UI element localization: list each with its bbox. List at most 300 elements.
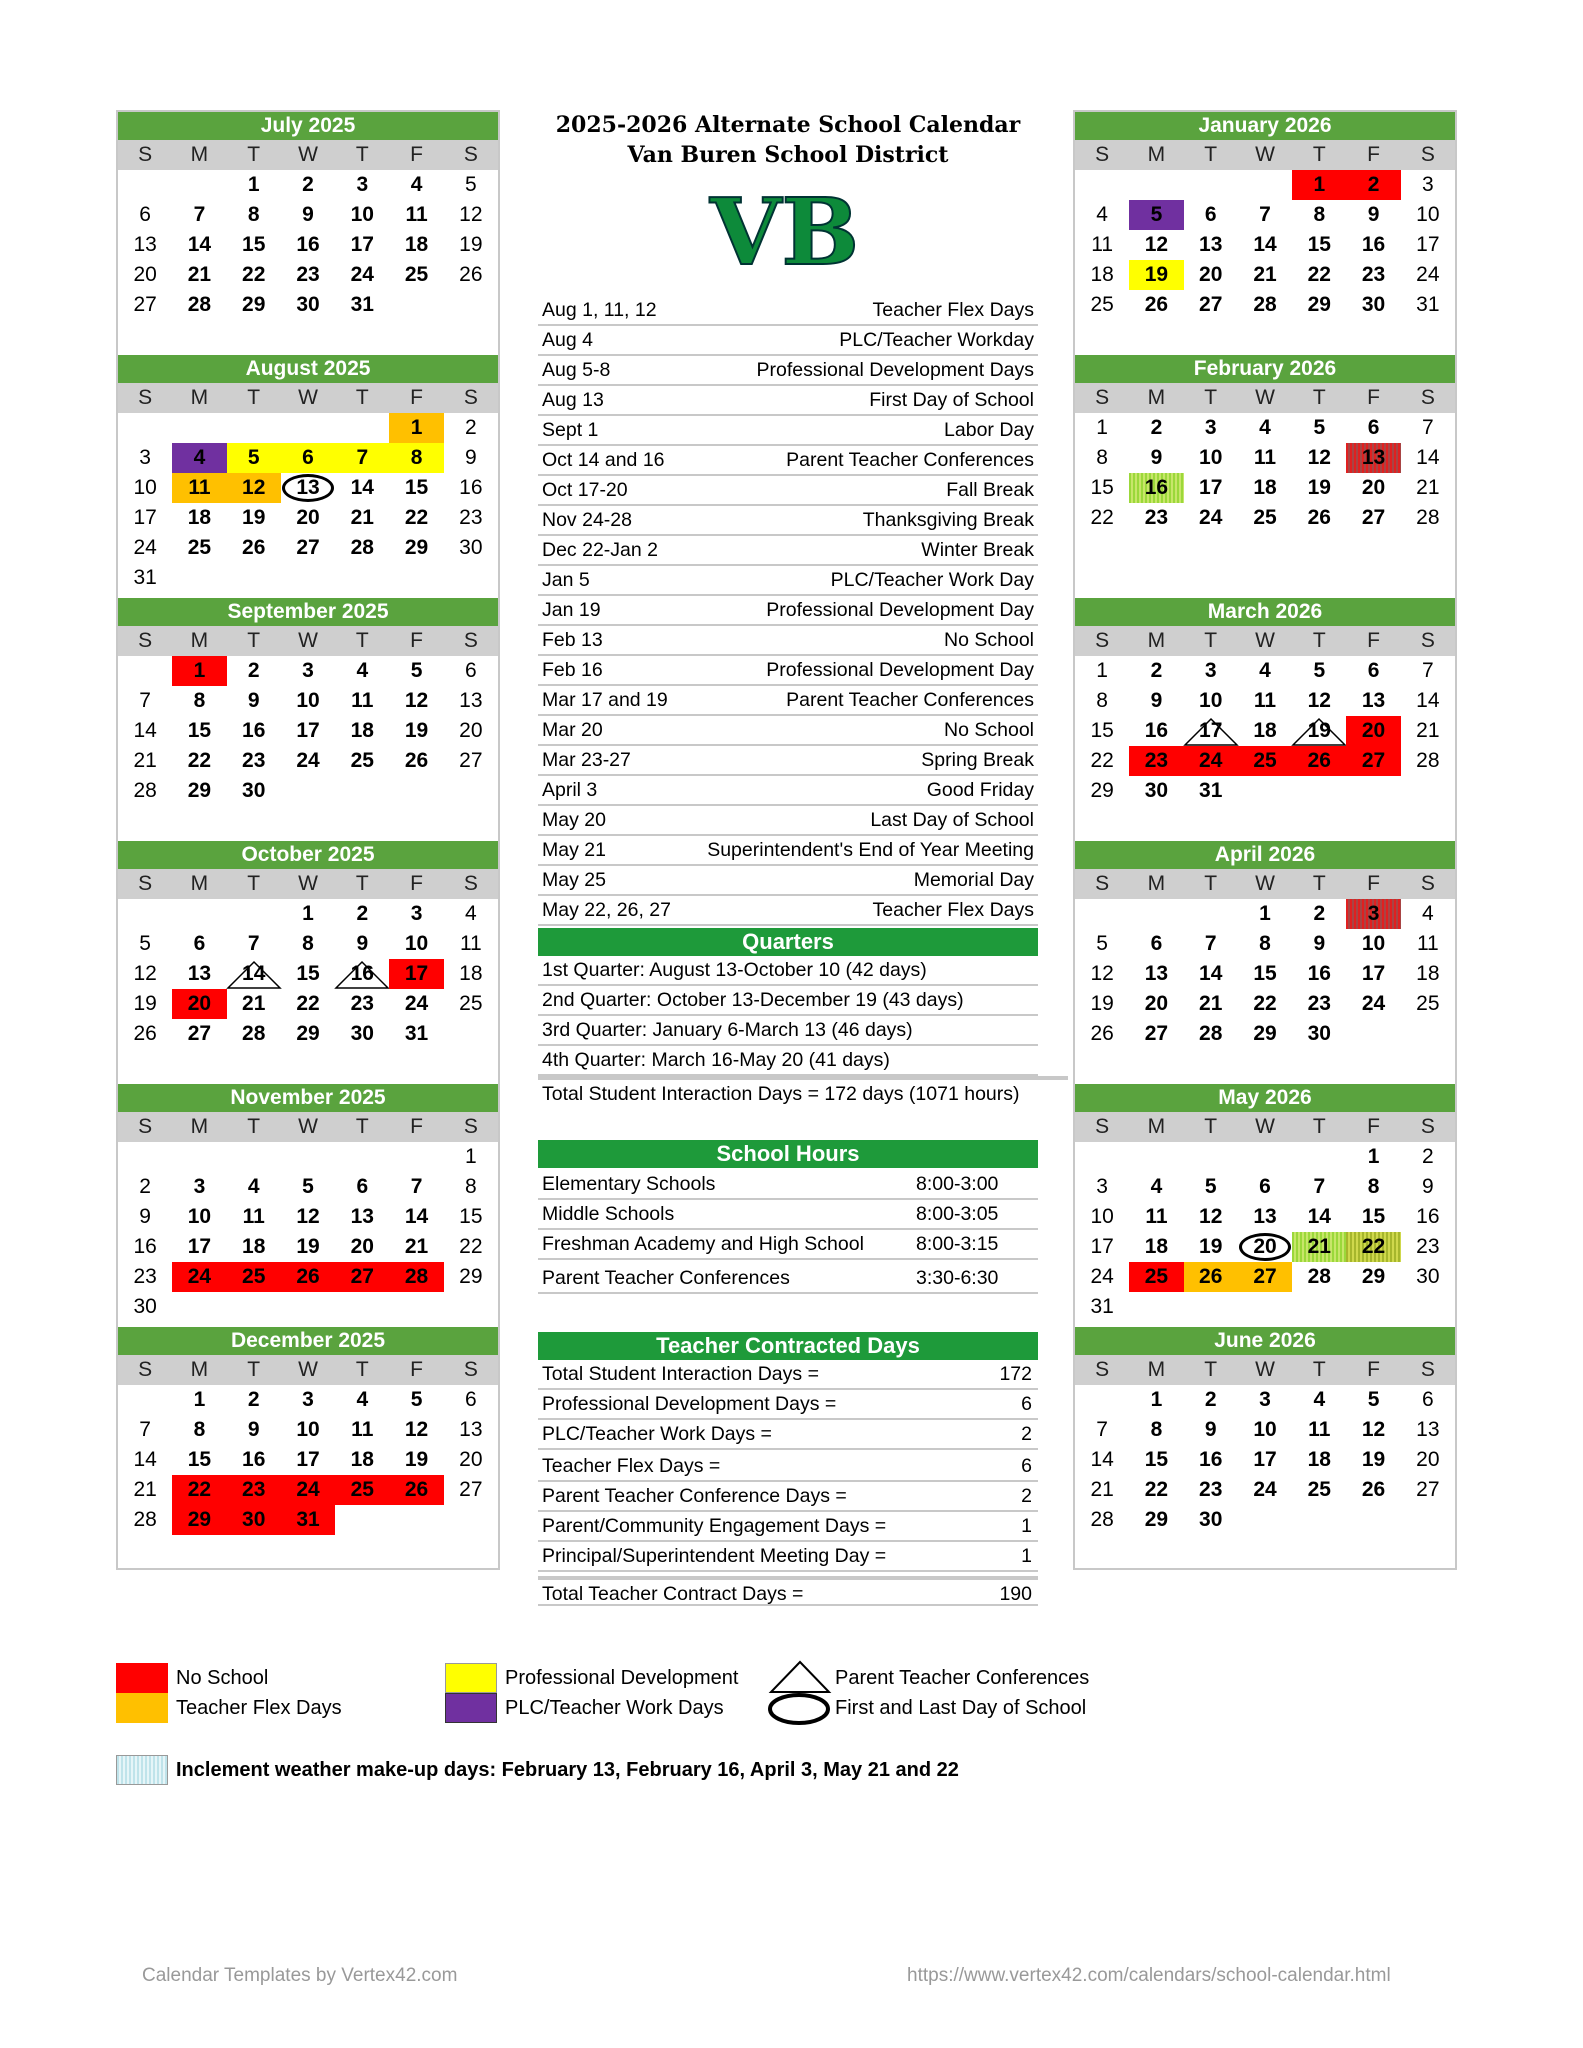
day-cell (227, 929, 281, 959)
day-number: 25 (1090, 293, 1114, 316)
day-cell (1075, 776, 1129, 806)
day-number: 30 (1416, 1265, 1440, 1288)
day-cell (118, 503, 172, 533)
day-cell (1346, 746, 1400, 776)
day-number: 10 (1416, 203, 1440, 226)
day-cell (1184, 290, 1238, 320)
day-number: 30 (133, 1295, 157, 1318)
day-cell (1346, 503, 1400, 533)
day-number: 3 (356, 173, 369, 196)
day-number: 25 (242, 1265, 266, 1288)
weekday-label: T (355, 872, 369, 895)
day-number: 4 (1259, 416, 1271, 439)
day-cell (1129, 989, 1183, 1019)
empty-cell (172, 1142, 226, 1172)
day-cell (389, 1232, 443, 1262)
day-number: 26 (296, 1265, 320, 1288)
day-cell (1075, 230, 1129, 260)
day-cell (281, 1202, 335, 1232)
day-number: 5 (1367, 1388, 1380, 1411)
day-number: 18 (350, 1448, 374, 1471)
weekday-label: W (298, 1115, 318, 1138)
day-number: 15 (1361, 1205, 1386, 1228)
day-number: 6 (139, 203, 151, 226)
day-number: 23 (242, 1478, 266, 1501)
weekday-label: T (355, 629, 369, 652)
day-number: 7 (1422, 416, 1434, 439)
day-cell (118, 1019, 172, 1049)
day-cell (1292, 1475, 1346, 1505)
legend-swatch-inclement (116, 1755, 168, 1785)
contracted-row (538, 1360, 1038, 1390)
day-cell (1238, 1202, 1292, 1232)
day-number: 4 (465, 902, 477, 925)
day-cell (444, 686, 498, 716)
day-number: 6 (1367, 659, 1380, 682)
day-number: 10 (350, 203, 374, 226)
day-cell (1238, 503, 1292, 533)
empty-cell (281, 1142, 335, 1172)
weekday-header (1075, 626, 1455, 656)
day-cell (1184, 746, 1238, 776)
day-cell (1401, 656, 1455, 686)
day-cell (227, 1232, 281, 1262)
day-number: 3 (1422, 173, 1434, 196)
day-number: 29 (187, 1508, 212, 1531)
day-cell (1346, 473, 1400, 503)
day-cell (389, 1019, 443, 1049)
day-cell (444, 260, 498, 290)
day-number: 17 (296, 719, 320, 742)
day-number: 9 (302, 203, 314, 226)
day-number: 12 (1090, 962, 1114, 985)
day-cell (335, 1415, 389, 1445)
day-number: 9 (1150, 446, 1163, 469)
day-number: 25 (1416, 992, 1440, 1015)
day-cell (1346, 413, 1400, 443)
day-cell (1238, 290, 1292, 320)
day-cell (118, 443, 172, 473)
day-cell (389, 959, 443, 989)
event-row (538, 596, 1038, 626)
quarter-row: 2nd Quarter: October 13-December 19 (43 days) (538, 986, 1038, 1016)
day-cell (281, 1232, 335, 1262)
day-cell (281, 533, 335, 563)
day-cell (444, 1385, 498, 1415)
month-march-2026 (1075, 598, 1455, 841)
event-row (538, 416, 1038, 446)
day-grid (1075, 656, 1455, 806)
day-cell (227, 230, 281, 260)
day-cell (281, 959, 335, 989)
day-number: 3 (410, 902, 423, 925)
day-cell (118, 989, 172, 1019)
day-number: 12 (1199, 1205, 1223, 1228)
weekday-label: W (1255, 386, 1275, 409)
day-cell (1184, 1232, 1238, 1262)
weekday-label: M (1147, 143, 1166, 166)
day-cell (389, 473, 443, 503)
day-cell (335, 1172, 389, 1202)
day-number: 20 (459, 1448, 483, 1471)
day-number: 12 (1144, 233, 1169, 256)
day-cell (1184, 1262, 1238, 1292)
legend-first-last: First and Last Day of School (835, 1697, 1087, 1719)
weekday-header (1075, 383, 1455, 413)
day-cell (1401, 929, 1455, 959)
day-number: 12 (459, 203, 483, 226)
month-title: July 2025 (118, 112, 498, 140)
weekday-label: W (298, 143, 318, 166)
day-number: 27 (459, 749, 483, 772)
day-cell (444, 170, 498, 200)
day-number: 22 (1253, 992, 1277, 1015)
school-hours-row (538, 1264, 1038, 1294)
day-cell (389, 533, 443, 563)
day-number: 23 (296, 263, 320, 286)
day-cell (1238, 1019, 1292, 1049)
weekday-label: S (463, 872, 478, 895)
day-number: 4 (356, 659, 369, 682)
day-cell (1292, 1232, 1346, 1262)
day-cell (227, 443, 281, 473)
day-number: 19 (404, 1448, 429, 1471)
footer-left: Calendar Templates by Vertex42.com (142, 1965, 458, 1986)
day-number: 23 (350, 992, 374, 1015)
day-cell (444, 443, 498, 473)
day-cell (118, 1415, 172, 1445)
day-cell (1129, 503, 1183, 533)
day-number: 25 (459, 992, 483, 1015)
day-number: 28 (133, 779, 157, 802)
event-description: Parent Teacher Conferences (786, 448, 1034, 471)
empty-cell (227, 413, 281, 443)
day-number: 12 (404, 1418, 429, 1441)
total-contract-days (538, 1576, 1038, 1606)
month-june-2026 (1075, 1327, 1455, 1570)
day-number: 26 (459, 263, 483, 286)
day-number: 15 (187, 1448, 212, 1471)
day-number: 5 (1313, 416, 1326, 439)
day-number: 20 (187, 992, 212, 1015)
day-cell (1346, 1385, 1400, 1415)
day-cell (444, 1172, 498, 1202)
right-calendar-column (1073, 110, 1457, 1570)
weekday-header (1075, 1112, 1455, 1142)
day-number: 7 (1096, 1418, 1108, 1441)
day-cell (118, 716, 172, 746)
day-cell (172, 1232, 226, 1262)
legend-inclement: Inclement weather make-up days: February 13, February 16, April 3, May 21 and 22 (176, 1759, 959, 1781)
day-number: 28 (1199, 1022, 1223, 1045)
day-number: 23 (1144, 506, 1169, 529)
day-cell (1292, 989, 1346, 1019)
day-number: 19 (133, 992, 157, 1015)
day-cell (1184, 413, 1238, 443)
day-number: 7 (247, 932, 260, 955)
day-cell (1184, 503, 1238, 533)
day-number: 26 (242, 536, 266, 559)
day-cell (1129, 1505, 1183, 1535)
day-cell (1401, 1172, 1455, 1202)
weekday-label: F (1367, 143, 1380, 166)
weekday-label: F (410, 1115, 423, 1138)
day-cell (1401, 1415, 1455, 1445)
event-description: Thanksgiving Break (862, 508, 1034, 531)
day-number: 20 (1253, 1235, 1277, 1258)
weekday-label: S (138, 1115, 153, 1138)
day-number: 27 (1199, 293, 1223, 316)
day-number: 28 (133, 1508, 157, 1531)
day-cell (1129, 1445, 1183, 1475)
day-cell (1075, 413, 1129, 443)
day-number: 29 (1307, 293, 1331, 316)
day-cell (227, 473, 281, 503)
day-number: 1 (410, 416, 423, 439)
day-number: 27 (296, 536, 320, 559)
day-number: 18 (404, 233, 429, 256)
contracted-value: 6 (1021, 1455, 1032, 1477)
day-number: 14 (350, 476, 374, 499)
day-cell (1075, 1172, 1129, 1202)
event-date: May 25 (542, 868, 606, 891)
day-cell (172, 656, 226, 686)
day-number: 18 (1090, 263, 1114, 286)
day-cell (1292, 686, 1346, 716)
day-number: 28 (1307, 1265, 1331, 1288)
day-cell (389, 656, 443, 686)
weekday-label: F (1367, 1115, 1380, 1138)
day-cell (172, 686, 226, 716)
day-number: 29 (187, 779, 212, 802)
day-cell (1184, 686, 1238, 716)
day-number: 14 (1199, 962, 1223, 985)
day-cell (1075, 1019, 1129, 1049)
day-cell (1292, 959, 1346, 989)
day-number: 20 (459, 719, 483, 742)
day-cell (1346, 1142, 1400, 1172)
day-number: 25 (1253, 749, 1277, 772)
weekday-label: F (1367, 872, 1380, 895)
weekday-label: M (1147, 1115, 1166, 1138)
day-number: 18 (1416, 962, 1440, 985)
event-date: Sept 1 (542, 418, 599, 441)
day-cell (389, 1385, 443, 1415)
event-description: No School (944, 628, 1034, 651)
day-cell (1075, 1262, 1129, 1292)
day-cell (444, 1142, 498, 1172)
day-cell (389, 413, 443, 443)
day-cell (1075, 686, 1129, 716)
day-number: 12 (404, 689, 429, 712)
day-cell (1346, 230, 1400, 260)
day-number: 9 (1150, 689, 1163, 712)
day-number: 30 (242, 779, 266, 802)
day-cell (1075, 1232, 1129, 1262)
weekday-label: T (1204, 143, 1218, 166)
day-cell (389, 200, 443, 230)
month-title: April 2026 (1075, 841, 1455, 869)
empty-cell (118, 899, 172, 929)
day-cell (1346, 290, 1400, 320)
day-number: 7 (139, 1418, 151, 1441)
day-number: 20 (296, 506, 320, 529)
month-january-2026 (1075, 112, 1455, 355)
day-number: 8 (1150, 1418, 1163, 1441)
day-number: 4 (1259, 659, 1271, 682)
day-cell (1075, 503, 1129, 533)
day-number: 2 (1150, 416, 1163, 439)
day-cell (444, 1262, 498, 1292)
day-number: 13 (1199, 233, 1223, 256)
day-number: 10 (404, 932, 429, 955)
day-cell (281, 230, 335, 260)
day-cell (172, 1385, 226, 1415)
day-cell (444, 1445, 498, 1475)
event-date: Feb 16 (542, 658, 603, 681)
day-number: 4 (1422, 902, 1434, 925)
day-grid (1075, 1142, 1455, 1322)
day-number: 11 (405, 203, 428, 226)
day-cell (1346, 1415, 1400, 1445)
empty-cell (1238, 170, 1292, 200)
day-cell (1401, 200, 1455, 230)
day-grid (118, 899, 498, 1049)
day-cell (1292, 1262, 1346, 1292)
event-row (538, 356, 1038, 386)
day-number: 5 (139, 932, 151, 955)
day-number: 18 (459, 962, 483, 985)
day-number: 24 (1199, 506, 1223, 529)
day-cell (227, 686, 281, 716)
day-number: 14 (404, 1205, 429, 1228)
day-cell (172, 260, 226, 290)
day-number: 21 (133, 749, 157, 772)
day-cell (172, 1262, 226, 1292)
day-number: 21 (1416, 719, 1440, 742)
day-cell (1129, 776, 1183, 806)
day-number: 13 (459, 1418, 483, 1441)
weekday-label: W (1255, 1358, 1275, 1381)
empty-cell (118, 413, 172, 443)
day-number: 6 (465, 659, 477, 682)
weekday-label: F (1367, 629, 1380, 652)
school-hours-row (538, 1170, 1038, 1200)
day-number: 15 (1144, 1448, 1169, 1471)
day-number: 31 (133, 566, 157, 589)
weekday-label: W (298, 872, 318, 895)
weekday-label: T (247, 629, 261, 652)
school-type: Middle Schools (542, 1203, 675, 1225)
day-cell (444, 716, 498, 746)
day-cell (1075, 200, 1129, 230)
day-grid (118, 1385, 498, 1535)
day-number: 14 (1253, 233, 1277, 256)
day-cell (1075, 260, 1129, 290)
day-number: 6 (1367, 416, 1380, 439)
day-number: 4 (356, 1388, 369, 1411)
day-grid (1075, 899, 1455, 1049)
day-number: 9 (1313, 932, 1326, 955)
day-number: 31 (296, 1508, 320, 1531)
day-number: 17 (1361, 962, 1386, 985)
day-cell (1238, 686, 1292, 716)
contracted-row (538, 1512, 1038, 1542)
day-number: 4 (1150, 1175, 1163, 1198)
day-number: 24 (1416, 263, 1440, 286)
empty-cell (227, 899, 281, 929)
event-description: PLC/Teacher Workday (839, 328, 1034, 351)
day-cell (1075, 1292, 1129, 1322)
school-time: 3:30-6:30 (916, 1267, 999, 1289)
day-number: 17 (1199, 476, 1223, 499)
day-cell (1292, 230, 1346, 260)
day-cell (1184, 1385, 1238, 1415)
day-number: 9 (139, 1205, 151, 1228)
day-cell (1129, 746, 1183, 776)
day-cell (172, 776, 226, 806)
contracted-row (538, 1452, 1038, 1482)
day-cell (172, 1475, 226, 1505)
day-number: 31 (350, 293, 374, 316)
day-number: 21 (350, 506, 374, 529)
day-cell (281, 716, 335, 746)
weekday-label: T (1312, 872, 1326, 895)
day-cell (1129, 716, 1183, 746)
quarter-row: 4th Quarter: March 16-May 20 (41 days) (538, 1046, 1038, 1076)
day-cell (1075, 656, 1129, 686)
weekday-header (118, 383, 498, 413)
day-cell (1292, 260, 1346, 290)
weekday-label: M (1147, 1358, 1166, 1381)
day-cell (389, 230, 443, 260)
event-date: Oct 17-20 (542, 478, 628, 501)
day-cell (281, 290, 335, 320)
event-description: Labor Day (944, 418, 1034, 441)
day-number: 1 (302, 902, 314, 925)
day-number: 23 (1307, 992, 1331, 1015)
day-cell (1292, 1172, 1346, 1202)
day-number: 25 (187, 536, 212, 559)
day-number: 26 (1199, 1265, 1223, 1288)
day-number: 27 (187, 1022, 212, 1045)
day-number: 16 (1307, 962, 1331, 985)
day-cell (1238, 1475, 1292, 1505)
day-number: 21 (1416, 476, 1440, 499)
day-number: 29 (459, 1265, 483, 1288)
day-number: 4 (1313, 1388, 1326, 1411)
day-cell (389, 929, 443, 959)
day-number: 13 (1144, 962, 1169, 985)
weekday-label: M (190, 1358, 209, 1381)
month-july-2025 (118, 112, 498, 355)
day-cell (1075, 1445, 1129, 1475)
day-number: 15 (1253, 962, 1277, 985)
event-date: Jan 19 (542, 598, 601, 621)
day-number: 9 (356, 932, 369, 955)
weekday-label: S (1095, 1358, 1110, 1381)
day-number: 27 (133, 293, 157, 316)
empty-cell (172, 413, 226, 443)
event-date: Jan 5 (542, 568, 590, 591)
day-cell (444, 1202, 498, 1232)
weekday-label: S (138, 386, 153, 409)
event-date: May 22, 26, 27 (542, 898, 671, 921)
weekday-label: S (463, 629, 478, 652)
day-cell (1346, 260, 1400, 290)
day-cell (335, 230, 389, 260)
day-cell (1292, 899, 1346, 929)
